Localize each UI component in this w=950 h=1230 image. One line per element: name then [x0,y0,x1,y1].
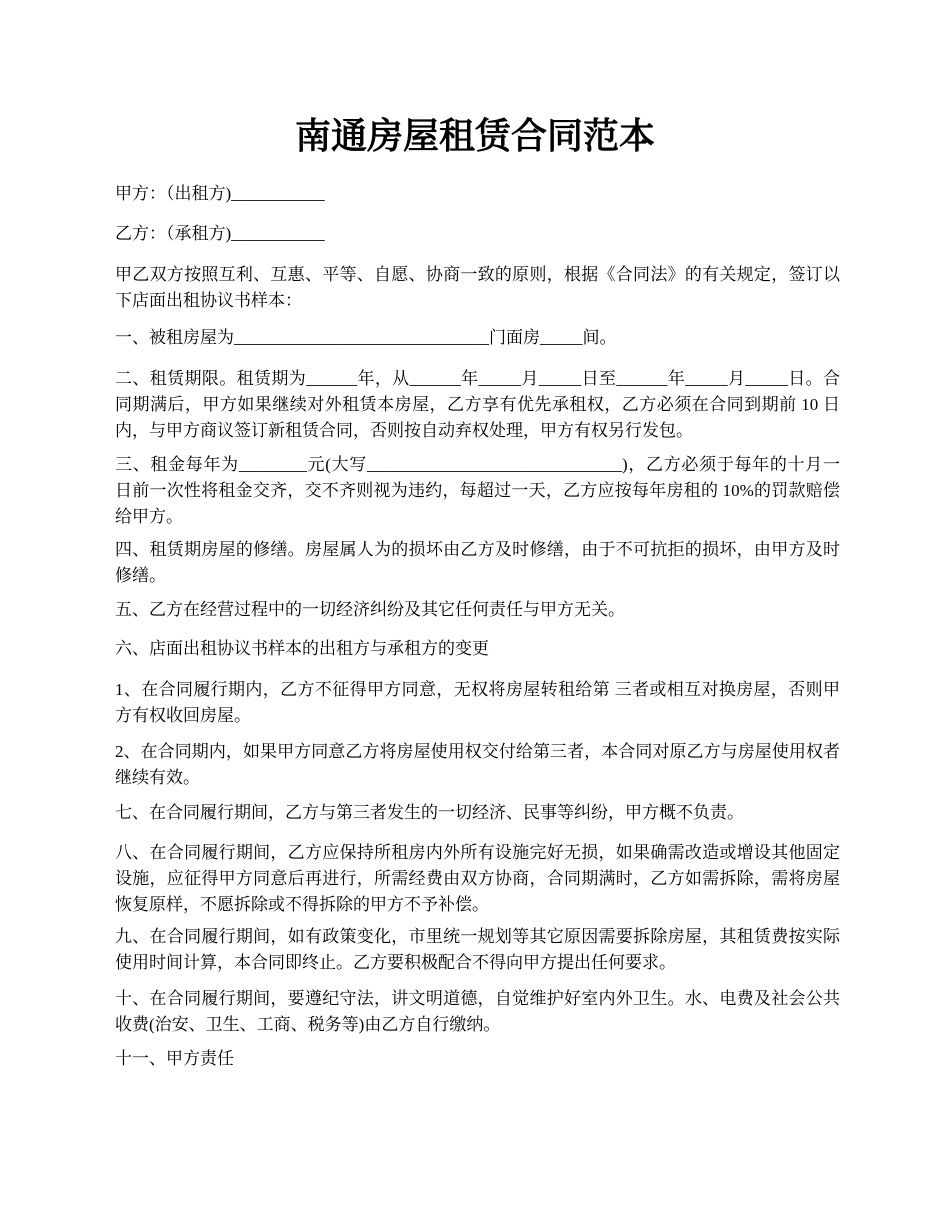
clause-9: 九、在合同履行期间，如有政策变化，市里统一规划等其它原因需要拆除房屋，其租赁费按实际使用时间计算，本合同即终止。乙方要积极配合不得向甲方提出任何要求。 [115,927,840,972]
clause-6: 六、店面出租协议书样本的出租方与承租方的变更 [115,639,489,658]
clause-5: 五、乙方在经营过程中的一切经济纠纷及其它任何责任与甲方无关。 [115,600,625,619]
party-b-line: 乙方：（承租方)___________ [115,224,325,243]
preamble-paragraph: 甲乙双方按照互利、互惠、平等、自愿、协商一致的原则，根据《合同法》的有关规定，签订以下店面出租协议书样本： [115,265,840,310]
clause-7: 七、在合同履行期间，乙方与第三者发生的一切经济、民事等纠纷，甲方概不负责。 [115,803,744,822]
party-a-line: 甲方：（出租方)___________ [115,184,325,203]
clause-6-item-2: 2、在合同期内，如果甲方同意乙方将房屋使用权交付给第三者，本合同对原乙方与房屋使用权者继续有效。 [115,742,840,787]
clause-4: 四、租赁期房屋的修缮。房屋属人为的损坏由乙方及时修缮，由于不可抗拒的损坏，由甲方及时修缮。 [115,540,840,585]
document-title: 南通房屋租赁合同范本 [294,115,655,157]
clause-11: 十一、甲方责任 [115,1049,234,1068]
clause-8: 八、在合同履行期间，乙方应保持所租房内外所有设施完好无损，如果确需改造或增设其他固定设施，应征得甲方同意后再进行，所需经费由双方协商，合同期满时，乙方如需拆除，需将房屋恢复原样，不愿拆除或不得拆除的甲方不予补偿。 [115,843,840,914]
clause-6-item-1: 1、在合同履行期内，乙方不征得甲方同意，无权将房屋转租给第 三者或相互对换房屋，否则甲方有权收回房屋。 [115,680,840,725]
clause-10: 十、在合同履行期间，要遵纪守法，讲文明道德，自觉维护好室内外卫生。水、电费及社会公共收费(治安、卫生、工商、税务等)由乙方自行缴纳。 [115,989,840,1034]
clause-1: 一、被租房屋为______________________________门面房_____间。 [115,328,617,347]
clause-2: 二、租赁期限。租赁期为______年，从______年_____月_____日至______年_____月_____日。合同期满后，甲方如果继续对外租赁本房屋，乙方享有优先承租权，乙方必须在合同到期前 10 日内，与甲方商议签订新租赁合同，否则按自动弃权处理，甲方有权另行发包。 [115,369,840,440]
clause-3: 三、租金每年为________元(大写______________________________)，乙方必须于每年的十月一日前一次性将租金交齐，交不齐则视为违约，每超过一天，乙方应按每年房租的 10%的罚款赔偿给甲方。 [115,455,840,526]
